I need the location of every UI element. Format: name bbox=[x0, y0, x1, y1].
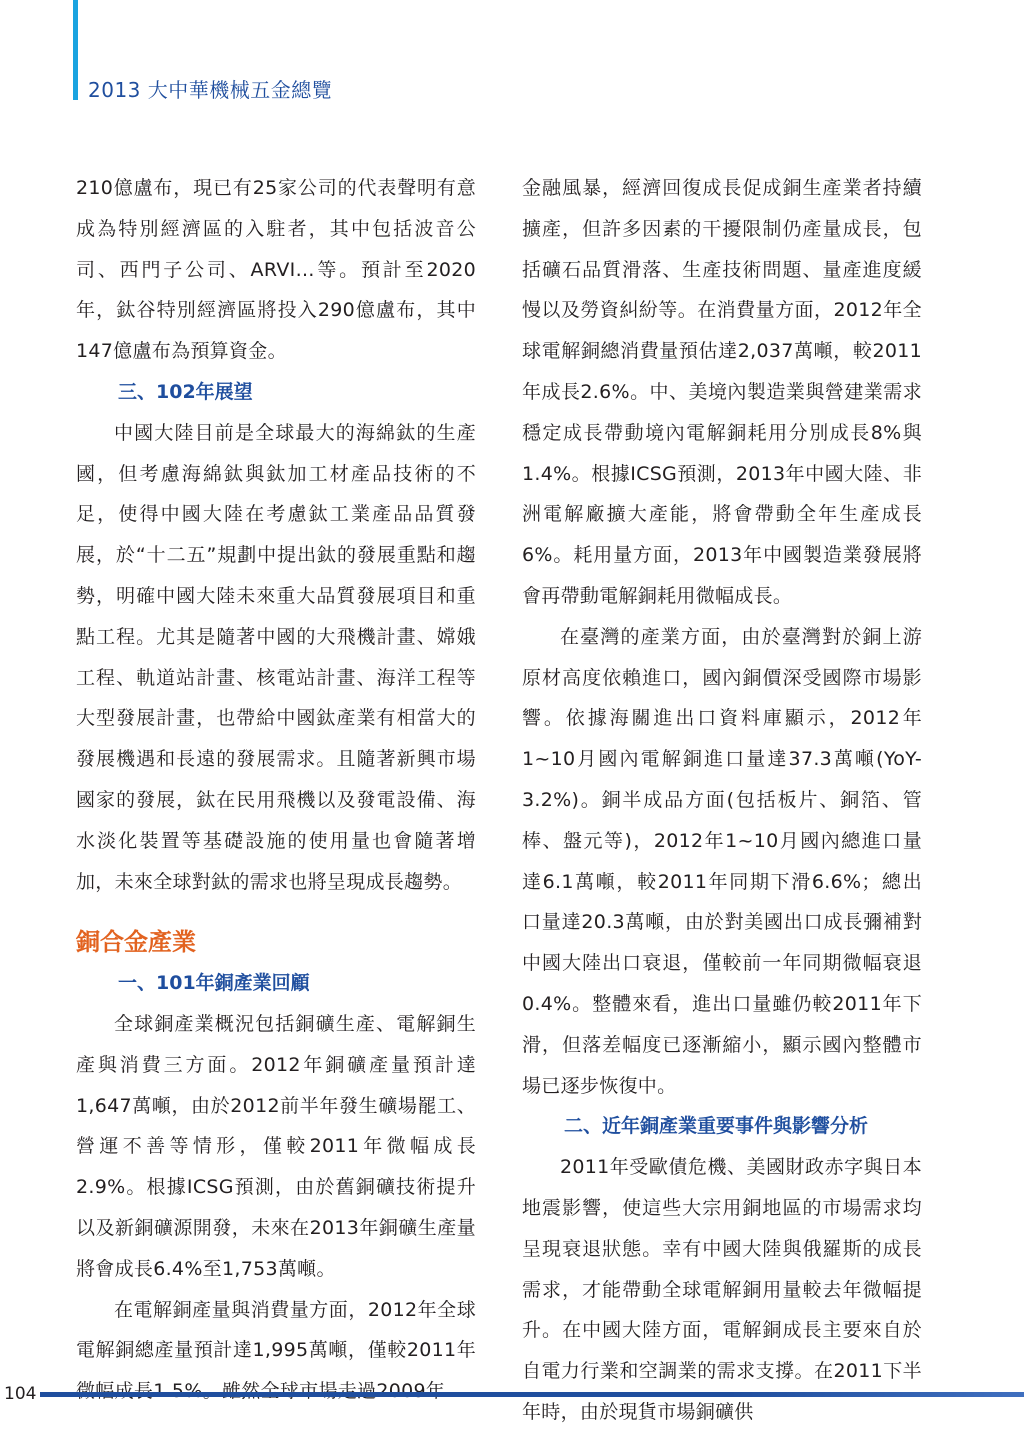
body-paragraph: 2011年受歐債危機、美國財政赤字與日本地震影響，使這些大宗用銅地區的市場需求均呈現衰退狀態。幸有中國大陸與俄羅斯的成長需求，才能帶動全球電解銅用量較去年微幅提升。在中國大陸方面，電解銅成長主要來自於自電力行業和空調業的需求支撐。在2011下半年時，由於現貨市場銅礦供 bbox=[522, 1156, 922, 1423]
subsection-heading-events: 二、近年銅產業重要事件與影響分析 bbox=[564, 1115, 869, 1138]
section-title-copper-alloy: 銅合金產業 bbox=[76, 928, 196, 957]
right-column bbox=[522, 168, 922, 1433]
body-paragraph: 210億盧布，現已有25家公司的代表聲明有意成為特別經濟區的入駐者，其中包括波音公司、西門子公司、ARVI…等。預計至2020年，鈦谷特別經濟區將投入290億盧布，其中147億盧布為預算資金。 bbox=[76, 177, 476, 363]
body-paragraph: 全球銅產業概況包括銅礦生產、電解銅生產與消費三方面。2012年銅礦產量預計達1,647萬噸，由於2012前半年發生礦場罷工、營運不善等情形，僅較2011年微幅成長2.9%。根據ICSG預測，由於舊銅礦技術提升以及新銅礦源開發，未來在2013年銅礦生產量將會成長6.4%至1,753萬噸。 bbox=[76, 1012, 476, 1280]
subsection-heading-outlook: 三、102年展望 bbox=[118, 380, 253, 403]
header-accent-bar bbox=[73, 0, 78, 100]
page-number: 104 bbox=[4, 1384, 37, 1404]
body-paragraph: 在電解銅產量與消費量方面，2012年全球電解銅總產量預計達1,995萬噸，僅較2011年 bbox=[76, 1298, 476, 1362]
subsection-heading-review: 一、101年銅產業回顧 bbox=[118, 972, 310, 995]
left-column bbox=[76, 168, 476, 1412]
running-header-title: 2013 大中華機械五金總覽 bbox=[88, 78, 333, 102]
body-paragraph: 在臺灣的產業方面，由於臺灣對於銅上游原材高度依賴進口，國內銅價深受國際市場影響。依據海關進出口資料庫顯示，2012年1~10月國內電解銅進口量達37.3萬噸(YoY-3.2%)。銅半成品方面(包括板片、銅箔、管棒、盤元等)，2012年1~10月國內總進口量達6.1萬噸，較2011年同期下滑6.6%；總出口量達20.3萬噸，由於對美國出口成長彌補對中國大陸出口衰退，僅較前一年同期微幅衰退0.4%。整體來看，進出口量雖仍較2011年下滑，但落差幅度已逐漸縮小，顯示國內整體市場已逐步恢復中。 bbox=[522, 625, 922, 1097]
footer-rule bbox=[40, 1392, 1024, 1397]
body-paragraph: 中國大陸目前是全球最大的海綿鈦的生產國，但考慮海綿鈦與鈦加工材產品技術的不足，使得中國大陸在考慮鈦工業產品品質發展，於“十二五”規劃中提出鈦的發展重點和趨勢，明確中國大陸未來重大品質發展項目和重點工程。尤其是隨著中國的大飛機計畫、嫦娥工程、軌道站計畫、核電站計畫、海洋工程等大型發展計畫，也帶給中國鈦產業有相當大的發展機遇和長遠的發展需求。且隨著新興市場國家的發展，鈦在民用飛機以及發電設備、海水淡化裝置等基礎設施的使用量也會隨著增加，未來全球對鈦的需求也將呈現成長趨勢。 bbox=[76, 421, 476, 893]
body-paragraph: 金融風暴，經濟回復成長促成銅生產業者持續擴產，但許多因素的干擾限制仍產量成長，包括礦石品質滑落、生產技術問題、量產進度緩慢以及勞資糾紛等。在消費量方面，2012年全球電解銅總消費量預估達2,037萬噸，較2011年成長2.6%。中、美境內製造業與營建業需求穩定成長帶動境內電解銅耗用分別成長8%與1.4%。根據ICSG預測，2013年中國大陸、非洲電解廠擴大產能，將會帶動全年生產成長6%。耗用量方面，2013年中國製造業發展將會再帶動電解銅耗用微幅成長。 bbox=[522, 177, 922, 607]
